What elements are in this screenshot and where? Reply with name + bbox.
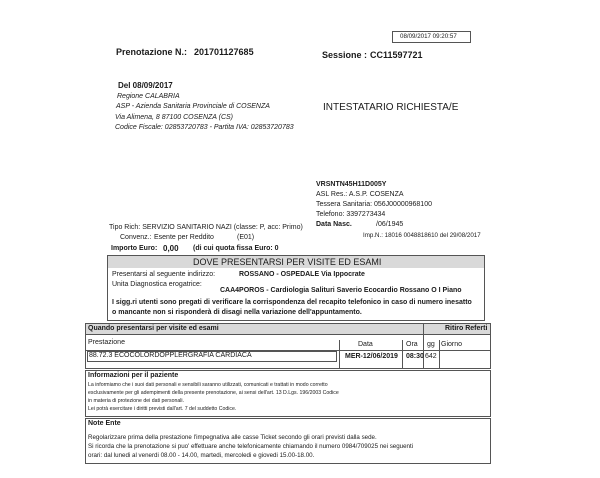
issuer-region: Regione CALABRIA (117, 93, 180, 100)
patient-phone: Telefono: 3397273434 (316, 211, 386, 218)
tipo-richiesta: Tipo Rich: SERVIZIO SANITARIO NAZI (classe: P, acc: Primo) (109, 224, 303, 231)
patient-asl: ASL Res.: A.S.P. COSENZA (316, 191, 404, 198)
col-prestazione: Prestazione (88, 339, 125, 346)
importo-value: 0,00 (163, 244, 179, 253)
col-divider-data (339, 340, 340, 369)
indirizzo-value: ROSSANO - OSPEDALE Via Ippocrate (239, 271, 365, 278)
patient-tessera: Tessera Sanitaria: 056J00000968100 (316, 201, 432, 208)
patient-birth-value: /06/1945 (376, 221, 404, 228)
row-prestazione: 88.72.3 ECOCOLORDOPPLERGRAFIA CARDIACA (89, 352, 252, 359)
col-ora: Ora (406, 341, 418, 348)
unita-label: Unita Diagnostica erogatrice: (112, 281, 202, 288)
prenotazione-label: Prenotazione N.: (116, 47, 188, 57)
convenzione-label: Convenz.: (120, 234, 152, 241)
prenotazione-number: 201701127685 (194, 47, 254, 57)
note-line-3: orari: dal lunedi al venerdi 08.00 - 14.00, martedi, mercoledi e giovedi 15.00-18.00. (88, 452, 315, 459)
convenzione-value: Esente per Reddito (154, 234, 214, 241)
note-title: Note Ente (88, 420, 121, 427)
informazioni-title: Informazioni per il paziente (88, 372, 179, 379)
note-line-2: Si ricorda che la prenotazione si puo' effettuare anche telefonicamente chiamando il numero 0984/709025 nei seguenti (88, 443, 414, 450)
importo-label: Importo Euro: (111, 245, 158, 252)
informazioni-line-2: esclusivamente per gli adempimenti della presente prenotazione, ai sensi dell'art. 13 D.Lgs. 196/2003 Codice (88, 390, 339, 396)
informazioni-line-4: Lei potrà esercitare i diritti previsti dall'art. 7 del suddetto Codice. (88, 406, 237, 412)
col-gg: gg (427, 341, 435, 348)
intestatario-title: INTESTATARIO RICHIESTA/E (323, 102, 459, 113)
patient-birth-label: Data Nasc. (316, 221, 352, 228)
ritiro-referti-title: Ritiro Referti (445, 325, 488, 332)
quota-fissa: (di cui quota fissa Euro: 0 (193, 245, 279, 252)
indirizzo-label: Presentarsi al seguente indirizzo: (112, 271, 216, 278)
sessione-label: Sessione : (322, 50, 368, 60)
unita-value: CAA4POROS - Cardiologia Salituri Saverio Ecocardio Rossano O I Piano (220, 287, 462, 294)
issuer-fiscal-code: Codice Fiscale: 02853720783 - Partita IVA: 02853720783 (115, 124, 294, 131)
quando-header-line (85, 334, 491, 335)
issuer-asp: ASP - Azienda Sanitaria Provinciale di COSENZA (116, 103, 270, 110)
informazioni-line-1: La informiamo che i suoi dati personali e sensibili saranno utilizzati, comunicati e trattati in modo corretto (88, 382, 328, 388)
issue-date: Del 08/09/2017 (118, 81, 173, 90)
informazioni-line-3: in materia di protezione dei dati personali. (88, 398, 185, 404)
phone-notice-line-1: I sigg.ri utenti sono pregati di verificare la corrispondenza del recapito telefonico in caso di numero inesatto (112, 299, 472, 306)
col-divider-gg (439, 340, 440, 369)
impegnativa-number: Imp.N.: 18016 0048818610 del 29/08/2017 (363, 232, 481, 239)
timestamp: 08/09/2017 09:20:57 (400, 33, 457, 40)
note-line-1: Regolarizzare prima della prestazione l'impegnativa alle casse Ticket secondo gli orari previsti dalla sede. (88, 434, 377, 441)
ritiro-divider (423, 323, 424, 369)
quando-title: Quando presentarsi per visite ed esami (88, 325, 219, 332)
convenzione-code: (E01) (237, 234, 255, 241)
patient-code: VRSNTN45H11D005Y (316, 181, 387, 188)
col-data: Data (358, 341, 373, 348)
row-data: MER-12/06/2019 (345, 353, 398, 360)
issuer-address: Via Alimena, 8 87100 COSENZA (CS) (115, 114, 234, 121)
dove-title: DOVE PRESENTARSI PER VISITE ED ESAMI (193, 257, 382, 267)
phone-notice-line-2: o mancante non si risponderà di disagi nella variazione dell'appuntamento. (112, 309, 362, 316)
col-divider-ora (402, 340, 403, 369)
row-gg: 642 (425, 353, 437, 360)
row-ora: 08:30 (406, 353, 424, 360)
sessione-number: CC11597721 (370, 50, 423, 60)
col-giorno: Giorno (441, 341, 463, 348)
